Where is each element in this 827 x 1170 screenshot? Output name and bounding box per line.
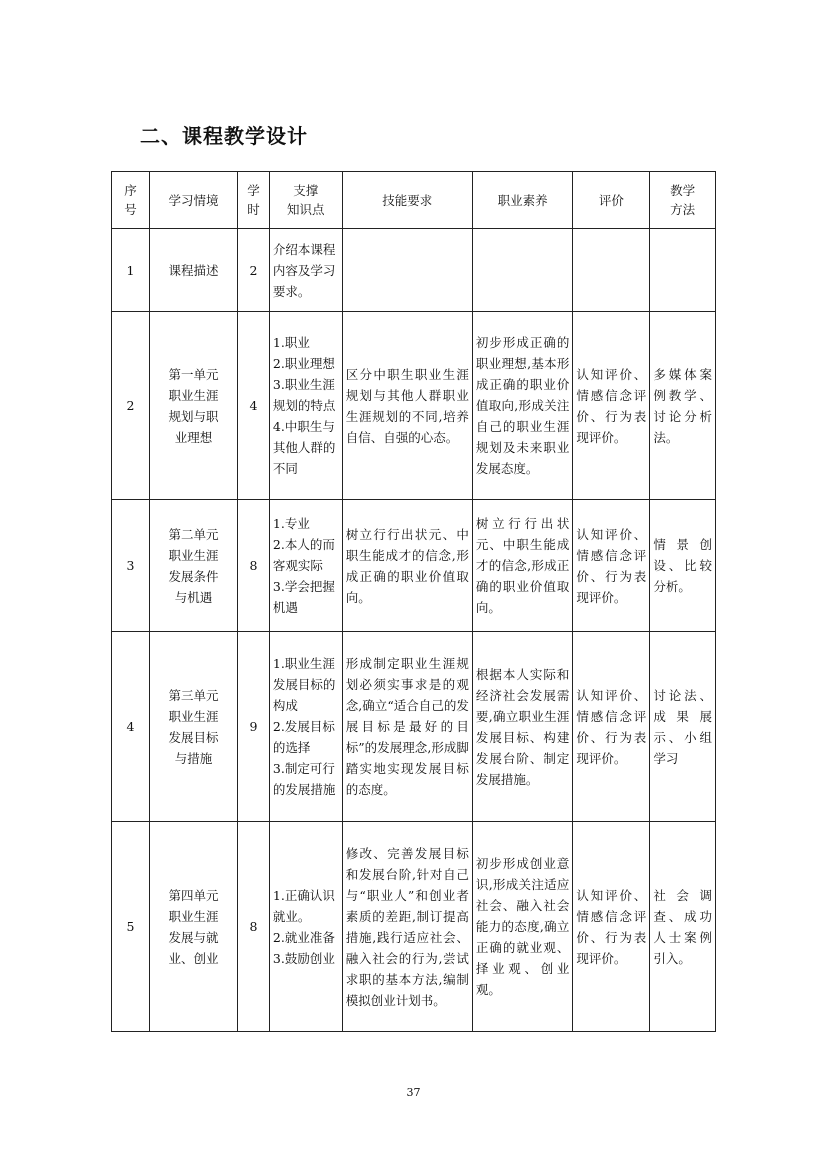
- knowledge-points: 1.专业 2.本人的而客观实际 3.学会把握机遇: [269, 500, 342, 632]
- row-number: 4: [112, 632, 150, 822]
- course-design-table: [111, 171, 716, 1032]
- teaching-method: 讨论法、成果展示、小组学习: [650, 632, 716, 822]
- header-hours: 学 时: [238, 172, 270, 229]
- knowledge-points: 1.职业 2.职业理想 3.职业生涯规划的特点 4.中职生与其他人群的不同: [269, 312, 342, 500]
- evaluation: 认知评价、情感信念评价、行为表现评价。: [573, 312, 650, 500]
- section-title: 二、课程教学设计: [140, 124, 308, 148]
- skill-requirements: 形成制定职业生涯规划必须实事求是的观念,确立“适合自己的发展目标是最好的目标”的发展理念,形成脚踏实地实现发展目标的态度。: [342, 632, 472, 822]
- evaluation: [573, 229, 650, 312]
- header-method: 教学 方法: [650, 172, 716, 229]
- class-hours: 9: [238, 632, 270, 822]
- evaluation: 认知评价、情感信念评价、行为表现评价。: [573, 632, 650, 822]
- professional-quality: 树立行行出状元、中职生能成才的信念,形成正确的职业价值取向。: [472, 500, 572, 632]
- professional-quality: 根据本人实际和经济社会发展需要,确立职业生涯发展目标、构建发展台阶、制定发展措施。: [472, 632, 572, 822]
- professional-quality: 初步形成创业意识,形成关注适应社会、融入社会能力的态度,确立正确的就业观、择业观、创业观。: [472, 822, 572, 1032]
- header-row: [112, 172, 716, 229]
- row-number: 2: [112, 312, 150, 500]
- learning-scenario: 第一单元 职业生涯 规划与职 业理想: [149, 312, 237, 500]
- learning-scenario: 第四单元 职业生涯 发展与就 业、创业: [149, 822, 237, 1032]
- skill-requirements: 修改、完善发展目标和发展台阶,针对自己与“职业人”和创业者素质的差距,制订提高措施,践行适应社会、融入社会的行为,尝试求职的基本方法,编制模拟创业计划书。: [342, 822, 472, 1032]
- learning-scenario: 课程描述: [149, 229, 237, 312]
- page-number: 37: [406, 1086, 421, 1099]
- class-hours: 4: [238, 312, 270, 500]
- header-num: 序 号: [112, 172, 150, 229]
- table-row: [112, 229, 716, 312]
- header-evaluation: 评价: [573, 172, 650, 229]
- row-number: 3: [112, 500, 150, 632]
- class-hours: 2: [238, 229, 270, 312]
- header-knowledge: 支撑 知识点: [269, 172, 342, 229]
- header-scenario: 学习情境: [149, 172, 237, 229]
- skill-requirements: 区分中职生职业生涯规划与其他人群职业生涯规划的不同,培养自信、自强的心态。: [342, 312, 472, 500]
- teaching-method: [650, 229, 716, 312]
- skill-requirements: [342, 229, 472, 312]
- table-row: [112, 632, 716, 822]
- knowledge-points: 1.正确认识就业。 2.就业准备 3.鼓励创业: [269, 822, 342, 1032]
- class-hours: 8: [238, 500, 270, 632]
- teaching-method: 情景创设、比较分析。: [650, 500, 716, 632]
- table-row: [112, 822, 716, 1032]
- evaluation: 认知评价、情感信念评价、行为表现评价。: [573, 822, 650, 1032]
- teaching-method: 多媒体案例教学、讨论分析法。: [650, 312, 716, 500]
- professional-quality: [472, 229, 572, 312]
- header-skill: 技能要求: [342, 172, 472, 229]
- teaching-method: 社会调查、成功人士案例引入。: [650, 822, 716, 1032]
- header-quality: 职业素养: [472, 172, 572, 229]
- evaluation: 认知评价、情感信念评价、行为表现评价。: [573, 500, 650, 632]
- professional-quality: 初步形成正确的职业理想,基本形成正确的职业价值取向,形成关注自己的职业生涯规划及未来职业发展态度。: [472, 312, 572, 500]
- knowledge-points: 1.职业生涯发展目标的构成 2.发展目标的选择 3.制定可行的发展措施: [269, 632, 342, 822]
- table-row: [112, 500, 716, 632]
- row-number: 1: [112, 229, 150, 312]
- knowledge-points: 介绍本课程内容及学习要求。: [269, 229, 342, 312]
- table-row: [112, 312, 716, 500]
- learning-scenario: 第二单元 职业生涯 发展条件 与机遇: [149, 500, 237, 632]
- learning-scenario: 第三单元 职业生涯 发展目标 与措施: [149, 632, 237, 822]
- skill-requirements: 树立行行出状元、中职生能成才的信念,形成正确的职业价值取向。: [342, 500, 472, 632]
- class-hours: 8: [238, 822, 270, 1032]
- row-number: 5: [112, 822, 150, 1032]
